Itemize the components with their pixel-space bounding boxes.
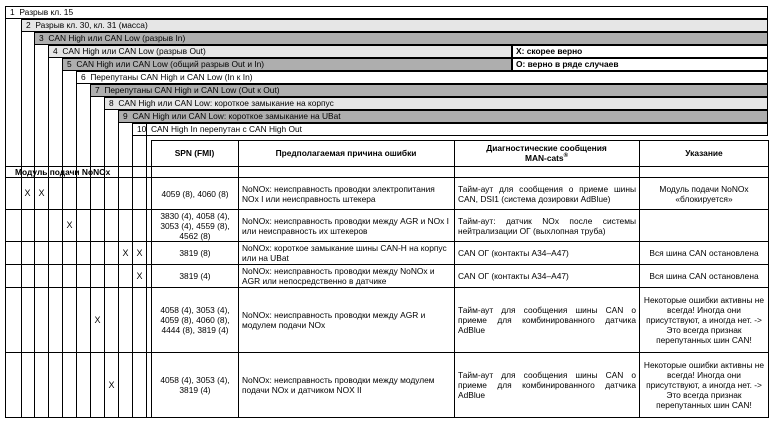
fault-level-5 (62, 58, 512, 71)
fault-level-3 (34, 32, 768, 45)
fault-level-number: 5 (67, 59, 72, 69)
fault-level-8 (104, 97, 768, 110)
fault-level-number: 8 (109, 98, 114, 108)
fault-level-number: 2 (26, 20, 31, 30)
grid-vline (5, 6, 6, 417)
row-cause: NoNOx: короткое замыкание шины CAN-H на корпус или на UBat (242, 243, 447, 263)
row-spn: 3819 (4) (179, 271, 211, 281)
row-note: Некоторые ошибки активны не всегда! Иногда они присутствуют, а иногда нет. -> Это всегда признак перепутанных шин CAN! (643, 360, 765, 410)
header-spn: SPN (FMI) (174, 148, 215, 158)
fault-level-number: 7 (95, 85, 100, 95)
row-note: Вся шина CAN остановлена (649, 271, 759, 281)
row-spn: 3830 (4), 4058 (4), 3053 (4), 4559 (8), 4562 (8) (160, 210, 230, 241)
row-diagnostic: CAN ОГ (контакты A34–A47) (458, 271, 569, 281)
grid-vline (76, 71, 77, 417)
row-diagnostic: Тайм-аут для сообщения шины CAN о приеме для комбинированного датчика AdBlue (458, 305, 636, 335)
fault-level-label: Разрыв кл. 15 (19, 7, 74, 17)
fault-level-label: Перепутаны CAN High и CAN Low (In к In) (90, 72, 253, 82)
fault-level-number: 6 (81, 72, 86, 82)
fault-level-number: 4 (53, 46, 58, 56)
grid-vline (90, 84, 91, 417)
fault-level-label: CAN High In перепутан с CAN High Out (150, 124, 303, 134)
row-note: Модуль подачи NoNOx «блокируется» (659, 183, 749, 204)
row-note: Некоторые ошибки активны не всегда! Иногда они присутствуют, а иногда нет. -> Это всегда признак перепутанных шин CAN! (643, 295, 765, 345)
fault-level-label: CAN High или CAN Low (общий разрыв Out и In) (76, 59, 265, 69)
fault-level-label: Перепутаны CAN High и CAN Low (Out к Out) (104, 85, 280, 95)
fault-level-label: CAN High или CAN Low: короткое замыкание на корпус (118, 98, 334, 108)
grid-vline (768, 140, 769, 417)
header-cause: Предполагаемая причина ошибки (275, 148, 417, 158)
mark-x: X (38, 188, 45, 198)
fault-level-number: 3 (39, 33, 44, 43)
row-cause: NoNOx: неисправность проводки между AGR и NOx I или неисправность их штекеров (242, 215, 449, 236)
fault-level-10 (132, 123, 768, 136)
row-cause: NoNOx: неисправность проводки между модулем подачи NOx и датчиком NOX II (242, 375, 435, 395)
header-note: Указание (685, 148, 723, 158)
fault-level-number: 1 (10, 7, 15, 17)
fault-level-7 (90, 84, 768, 97)
fault-level-1 (5, 6, 768, 19)
fault-level-label: CAN High или CAN Low (разрыв In) (48, 33, 186, 43)
grid-vline (62, 58, 63, 417)
legend-o: O: верно в ряде случаев (512, 58, 768, 71)
row-diagnostic: Тайм-аут для сообщения шины CAN о приеме для комбинированного датчика AdBlue (458, 370, 636, 400)
row-spn: 3819 (8) (179, 248, 211, 258)
row-spn: 4058 (4), 3053 (4), 4059 (8), 4060 (8), 4444 (8), 3819 (4) (160, 305, 230, 335)
fault-level-number: 9 (123, 111, 128, 121)
mark-x: X (136, 247, 143, 258)
grid-vline (48, 45, 49, 417)
mark-x: X (66, 220, 73, 230)
fault-level-4 (48, 45, 512, 58)
mark-x: X (24, 188, 31, 198)
grid-vline (34, 32, 35, 417)
section-title: Модуль подачи NoNOx (15, 166, 111, 177)
row-cause: NoNOx: неисправность проводки между NoNOx и AGR или непосредственно в датчике (242, 266, 435, 286)
mark-x: X (136, 270, 143, 281)
legend-x: X: скорее верно (512, 45, 768, 58)
fault-level-2 (21, 19, 768, 32)
fault-level-label: Разрыв кл. 30, кл. 31 (масса) (35, 20, 148, 30)
row-note (640, 210, 768, 241)
fault-level-number: 10 (137, 124, 147, 134)
fault-level-6 (76, 71, 768, 84)
row-spn: 4058 (4), 3053 (4), 3819 (4) (160, 375, 230, 395)
row-spn: 4059 (8), 4060 (8) (161, 188, 229, 199)
row-note: Вся шина CAN остановлена (649, 248, 759, 258)
mark-x: X (108, 379, 115, 390)
row-diagnostic: Тайм-аут для сообщения о приеме шины CAN, DSI1 (система дозировки AdBlue) (458, 183, 636, 204)
mark-x: X (94, 314, 101, 325)
fault-level-label: CAN High или CAN Low: короткое замыкание на UBat (132, 111, 341, 121)
row-cause: NoNOx: неисправность проводки между AGR и модулем подачи NOx (242, 310, 426, 330)
row-cause: NoNOx: неисправность проводки электропитания NOx I или неисправность штекера (242, 183, 435, 204)
grid-vline (21, 19, 22, 417)
header-diagnostics: Диагностические сообщения MAN-cats® (486, 143, 607, 163)
row-diagnostic: CAN ОГ (контакты A34–A47) (458, 248, 569, 258)
grid-hline (5, 417, 769, 418)
row-diagnostic: Тайм-аут: датчик NOx после системы нейтрализации ОГ (выхлопная труба) (458, 215, 636, 236)
mark-x: X (122, 247, 129, 258)
grid-vline (104, 97, 105, 417)
fault-level-label: CAN High или CAN Low (разрыв Out) (62, 46, 206, 56)
fault-level-9 (118, 110, 768, 123)
